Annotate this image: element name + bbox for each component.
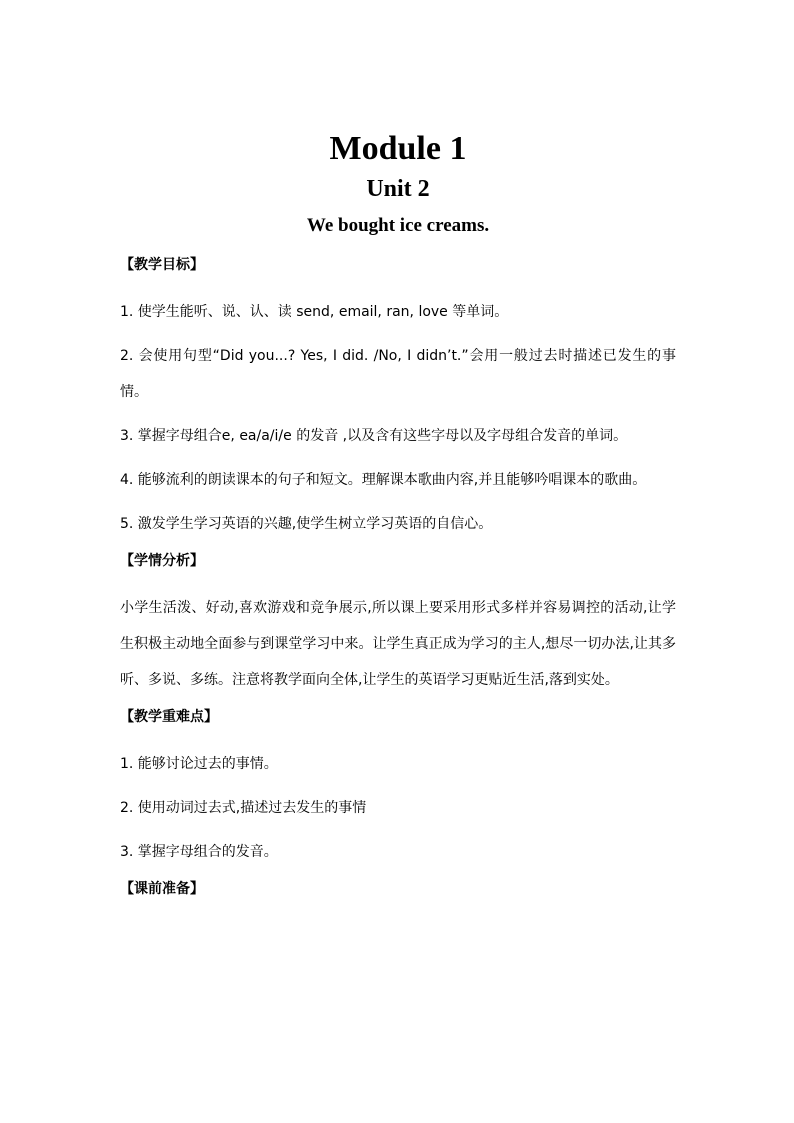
unit-title: Unit 2	[366, 176, 430, 202]
objective-item: 2. 会使用句型“Did you...? Yes, I did. /No, I didn’t.”会用一般过去时描述已发生的事情。	[120, 348, 676, 400]
lesson-title: We bought ice creams.	[306, 215, 490, 236]
section-heading: 【课前准备】	[120, 881, 204, 897]
section-teaching-objectives	[120, 254, 676, 542]
key-point-item: 3. 掌握字母组合的发音。	[120, 844, 278, 860]
section-heading: 【学情分析】	[120, 553, 204, 569]
document-content	[120, 126, 676, 918]
module-title: Module 1	[329, 130, 467, 167]
objective-item: 4. 能够流利的朗读课本的句子和短文。理解课本歌曲内容,并且能够吟唱课本的歌曲。	[120, 472, 647, 488]
key-point-item: 1. 能够讨论过去的事情。	[120, 756, 278, 772]
section-preparation	[120, 878, 676, 900]
section-key-points	[120, 706, 676, 870]
objective-item: 5. 激发学生学习英语的兴趣,使学生树立学习英语的自信心。	[120, 516, 493, 532]
section-learner-analysis	[120, 550, 676, 698]
analysis-paragraph: 小学生活泼、好动,喜欢游戏和竞争展示,所以课上要采用形式多样并容易调控的活动,让学生积极主动地全面参与到课堂学习中来。让学生真正成为学习的主人,想尽一切办法,让其多听、多说、多练。注意将教学面向全体,让学生的英语学习更贴近生活,落到实处。	[120, 600, 676, 688]
key-point-item: 2. 使用动词过去式,描述过去发生的事情	[120, 800, 367, 816]
section-heading: 【教学目标】	[120, 257, 204, 273]
objective-item: 3. 掌握字母组合e, ea/a/i/e 的发音 ,以及含有这些字母以及字母组合发音的单词。	[120, 428, 628, 444]
objective-item: 1. 使学生能听、说、认、读 send, email, ran, love 等单词。	[120, 304, 509, 320]
section-heading: 【教学重难点】	[120, 709, 218, 725]
